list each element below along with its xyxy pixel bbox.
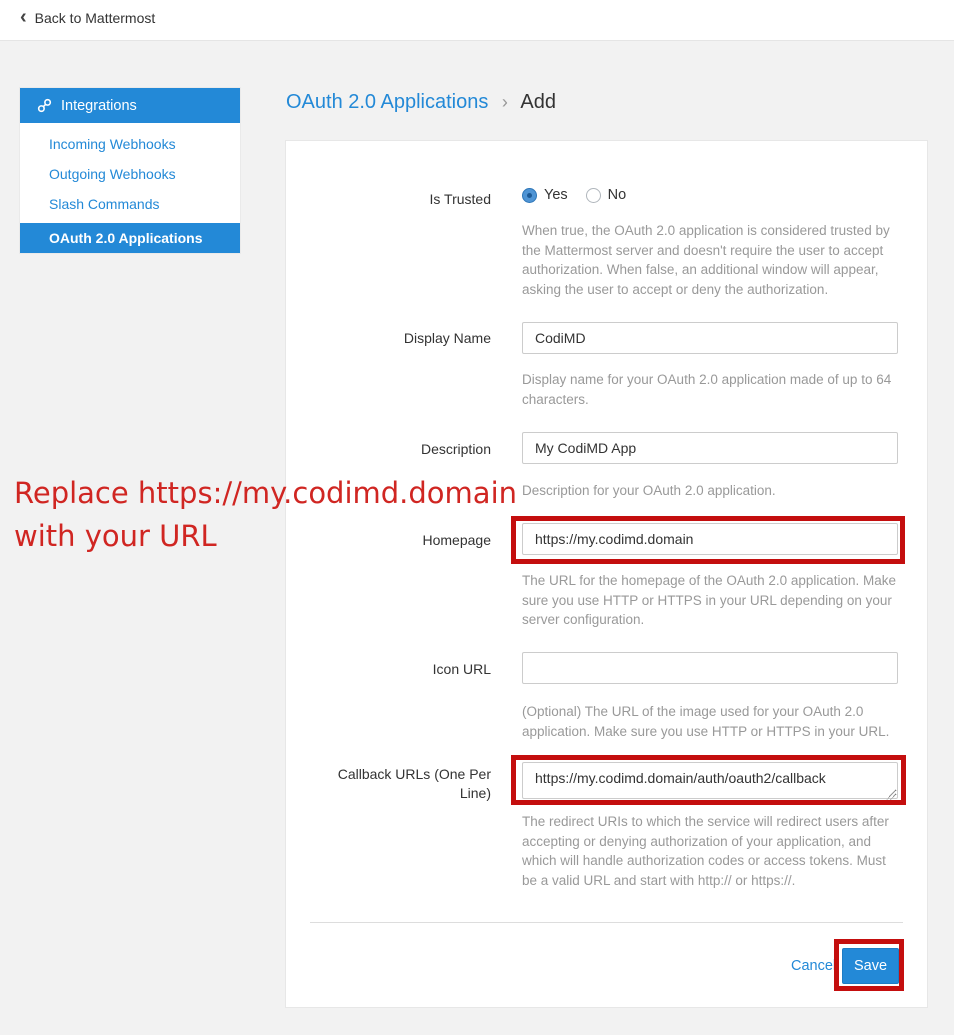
radio-selected-icon (522, 188, 537, 203)
breadcrumb-oauth-applications[interactable]: OAuth 2.0 Applications (286, 91, 489, 113)
display-name-help-text: Display name for your OAuth 2.0 application made of up to 64 characters. (522, 372, 892, 407)
integrations-sidebar (20, 88, 240, 253)
sidebar-item-incoming-webhooks[interactable]: Incoming Webhooks (49, 136, 176, 152)
sidebar-item-oauth-applications[interactable]: OAuth 2.0 Applications (20, 223, 240, 253)
sidebar-item-slash-commands[interactable]: Slash Commands (49, 196, 160, 212)
breadcrumb-current-add: Add (520, 91, 556, 113)
top-bar (0, 0, 954, 41)
breadcrumb (286, 91, 556, 114)
sidebar-links (20, 123, 240, 223)
icon-url-help-text: (Optional) The URL of the image used for your OAuth 2.0 application. Make sure you use HTTP or HTTPS in your URL. (522, 704, 890, 739)
is-trusted-no-label: No (607, 187, 627, 203)
icon-url-input[interactable] (522, 652, 898, 684)
radio-unselected-icon (586, 188, 601, 203)
display-name-label: Display Name (403, 330, 491, 346)
description-label: Description (420, 441, 491, 457)
callback-urls-help-text: The redirect URIs to which the service will redirect users after accepting or denying authorization of your application, and which will handle authorization codes or access tokens. Must be a valid URL and start with http:// or https://. (522, 814, 889, 888)
breadcrumb-separator-icon: › (501, 92, 508, 112)
oauth-add-form-panel (285, 140, 928, 1008)
homepage-input[interactable] (522, 523, 898, 555)
annotation-line-1: Replace https://my.codimd.domain (14, 476, 518, 510)
cancel-button[interactable]: Cancel (791, 958, 837, 974)
annotation-line-2: with your URL (14, 519, 217, 553)
sidebar-item-outgoing-webhooks[interactable]: Outgoing Webhooks (49, 166, 176, 182)
back-to-mattermost-link[interactable] (20, 6, 156, 28)
sidebar-header-integrations[interactable] (20, 88, 240, 123)
sidebar-header-label: Integrations (61, 97, 137, 114)
is-trusted-label: Is Trusted (429, 191, 491, 207)
chevron-left-icon: ‹ (20, 6, 27, 28)
is-trusted-radio-group (522, 187, 898, 203)
is-trusted-yes-label: Yes (544, 187, 568, 203)
back-link-label: Back to Mattermost (34, 10, 156, 26)
display-name-input[interactable] (522, 322, 898, 354)
description-help-text: Description for your OAuth 2.0 application. (522, 483, 776, 498)
link-icon (37, 98, 52, 113)
is-trusted-no-radio[interactable] (586, 187, 627, 203)
save-button[interactable]: Save (842, 948, 899, 984)
homepage-label: Homepage (422, 532, 491, 548)
description-input[interactable] (522, 432, 898, 464)
is-trusted-help-text: When true, the OAuth 2.0 application is considered trusted by the Mattermost server and doesn't require the user to accept authorization. When false, an additional window will appear, asking the user to accept or deny the authorization. (522, 223, 890, 297)
is-trusted-yes-radio[interactable] (522, 187, 568, 203)
footer-divider (310, 922, 903, 923)
homepage-help-text: The URL for the homepage of the OAuth 2.0 application. Make sure you use HTTP or HTTPS in your URL depending on your server configuration. (522, 573, 896, 627)
icon-url-label: Icon URL (432, 661, 491, 677)
callback-urls-label: Callback URLs (One Per Line) (337, 766, 491, 801)
callback-urls-textarea[interactable] (522, 762, 898, 799)
